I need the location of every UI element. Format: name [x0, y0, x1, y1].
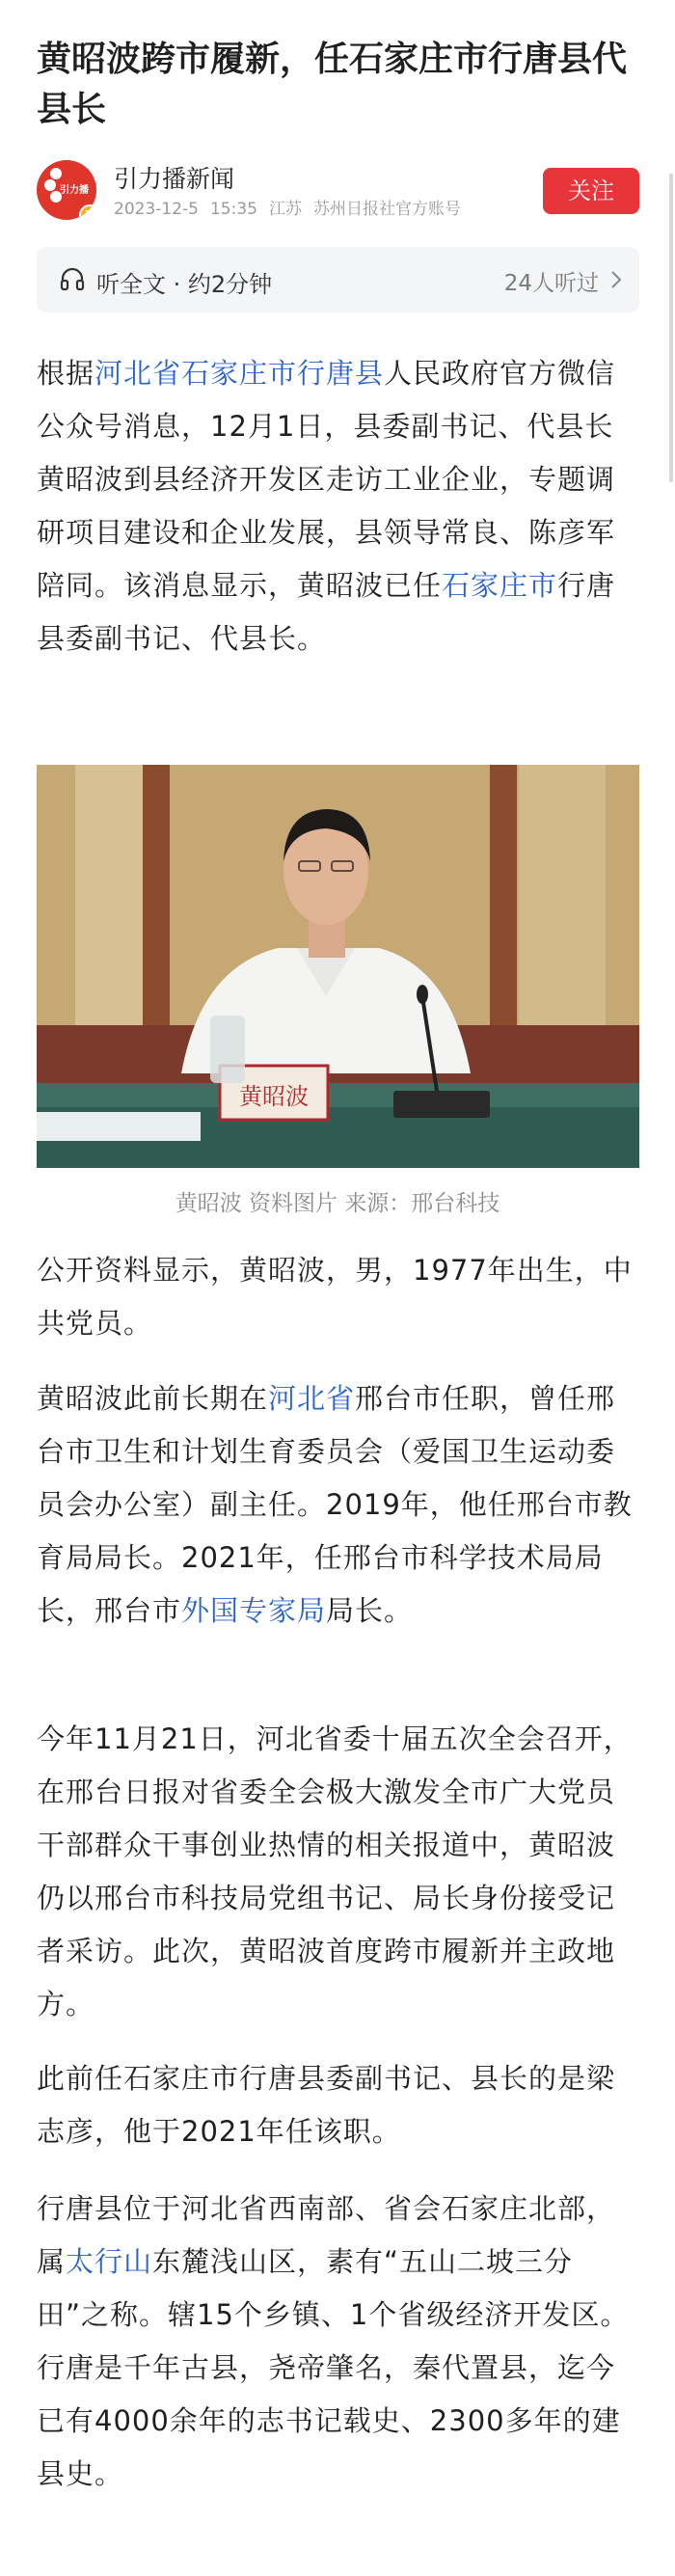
listen-full-text-bar[interactable] — [37, 247, 639, 312]
publish-region: 江苏 — [268, 200, 302, 219]
listen-count: 24人听过 — [503, 271, 599, 296]
paragraph-text: 黄昭波此前长期在 — [37, 1382, 269, 1415]
account-description: 苏州日报社官方账号 — [312, 200, 461, 219]
author-name[interactable]: 引力播新闻 — [114, 165, 235, 193]
paragraph-text: 行唐县委副书记、代县长。 — [37, 569, 616, 655]
keyword-link[interactable]: 外国专家局 — [181, 1594, 327, 1627]
logo-dot — [50, 168, 62, 179]
news-photo[interactable] — [37, 765, 639, 1168]
paragraph-2: 公开资料显示，黄昭波，男，1977年出生，中共党员。 — [37, 1254, 633, 1340]
scrollbar[interactable] — [669, 174, 673, 482]
listen-label: 听全文 · 约2分钟 — [96, 271, 273, 298]
keyword-link[interactable]: 石家庄市 — [442, 569, 558, 602]
photo-illustration — [37, 765, 639, 1168]
verified-badge-icon: V — [79, 204, 96, 220]
keyword-link[interactable]: 河北省 — [268, 1382, 356, 1415]
follow-button[interactable]: 关注 — [543, 168, 639, 214]
keyword-link[interactable]: 太行山 — [66, 2245, 153, 2278]
avatar[interactable] — [37, 160, 96, 220]
paragraph-text: 根据 — [37, 357, 95, 390]
article-title: 黄昭波跨市履新，任石家庄市行唐县代县长 — [37, 40, 628, 129]
author-meta — [114, 195, 472, 219]
paragraph-text: 人民政府官方微信公众号消息，12月1日，县委副书记、代县长黄昭波到县经济开发区走访工业企业，专题调研项目建设和企业发展，县领导常良、陈彦军陪同。该消息显示，黄昭波已任 — [37, 357, 616, 602]
paragraph-text: 行唐县位于河北省西南部、省会石家庄北部，属 — [37, 2192, 616, 2278]
paragraph-text: 局长。 — [326, 1594, 414, 1627]
logo-dot — [44, 179, 56, 191]
avatar-text: 引力播 — [60, 185, 89, 196]
paragraph-6 — [37, 2183, 639, 2501]
chevron-right-icon — [610, 270, 622, 289]
paragraph-5: 此前任石家庄市行唐县委副书记、县长的是梁志彦，他于2021年任该职。 — [37, 2062, 616, 2148]
photo-caption: 黄昭波 资料图片 来源：邢台科技 — [175, 1191, 500, 1216]
paragraph-3 — [37, 1372, 639, 1638]
author-row — [37, 156, 639, 222]
publish-date: 2023-12-5 — [114, 200, 199, 219]
paragraph-text: 邢台市任职，曾任邢台市卫生和计划生育委员会（爱国卫生运动委员会办公室）副主任。2019年，他任邢台市教育局局长。2021年，任邢台市科学技术局局长，邢台市 — [37, 1382, 633, 1627]
headphone-icon — [60, 267, 85, 292]
nameplate-text: 黄昭波 — [239, 1083, 309, 1110]
paragraph-1 — [37, 347, 639, 665]
publish-time: 15:35 — [209, 200, 257, 219]
keyword-link[interactable]: 河北省石家庄市行唐县 — [94, 357, 385, 390]
paragraph-text: 东麓浅山区，素有“五山二坡三分田”之称。辖15个乡镇、1个省级经济开发区。行唐是千年古县，尧帝肇名，秦代置县，迄今已有4000余年的志书记载史、2300多年的建县史。 — [37, 2245, 630, 2490]
paragraph-4: 今年11月21日，河北省委十届五次全会召开，在邢台日报对省委全会极大激发全市广大党员干部群众干事创业热情的相关报道中，黄昭波仍以邢台市科技局党组书记、局长身份接受记者采访。此次，黄昭波首度跨市履新并主政地方。 — [37, 1722, 633, 2020]
